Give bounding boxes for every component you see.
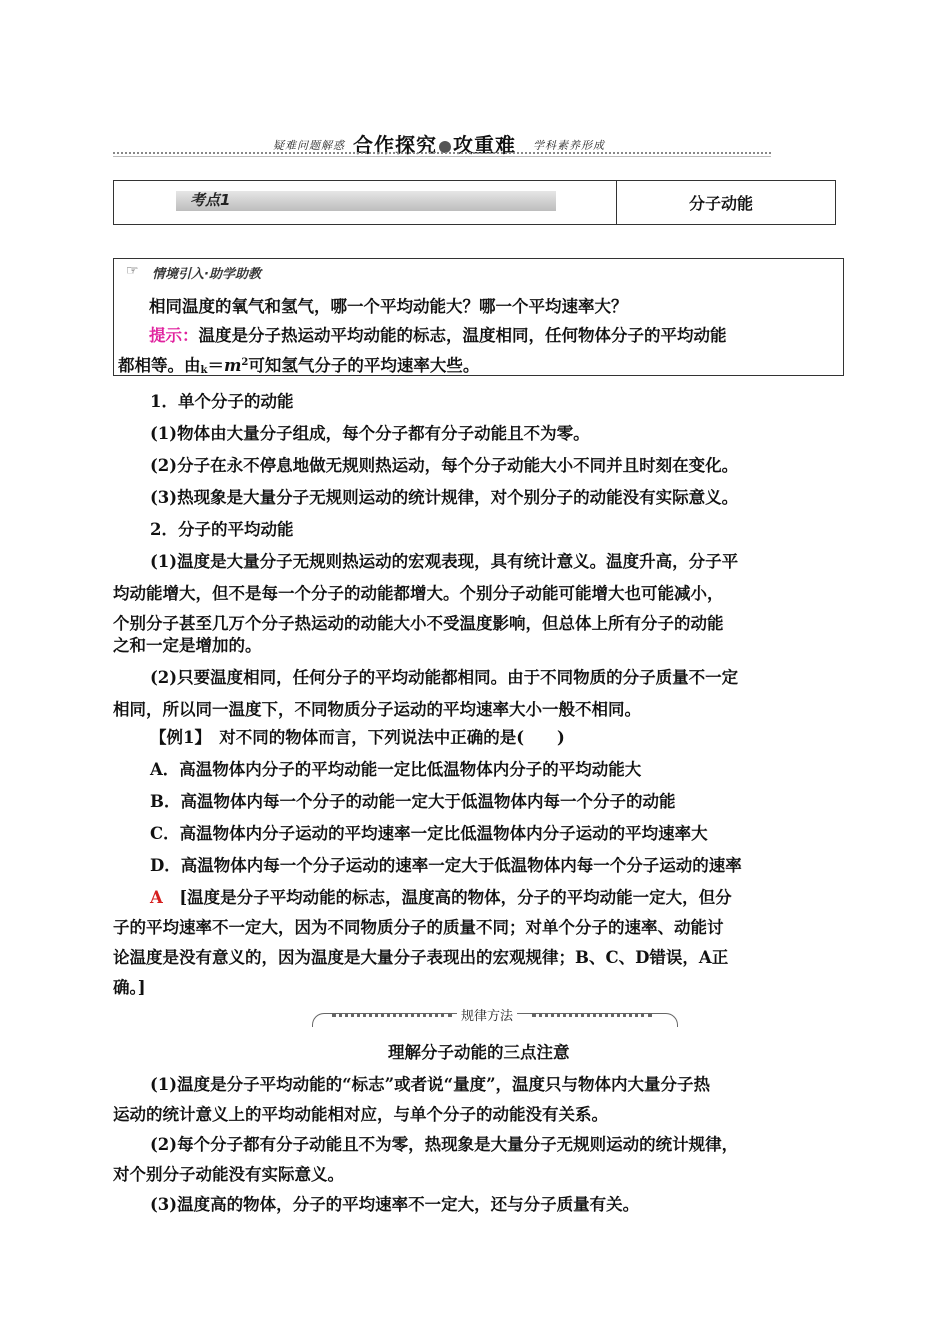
topic-tag: 考点1: [190, 191, 231, 209]
banner-rule: [113, 156, 771, 157]
example-option-c: C．高温物体内分子运动的平均速率一定比低温物体内分子运动的平均速率大: [150, 824, 708, 843]
method-para-line: (1)温度是分子平均动能的“标志”或者说“量度”，温度只与物体内大量分子热: [150, 1075, 711, 1094]
section2-p1-line: 个别分子甚至几万个分子热运动的动能大小不受温度影响，但总体上所有分子的动能: [113, 614, 724, 633]
hint-m: m: [223, 356, 242, 375]
hint-subscript: k: [200, 365, 208, 376]
banner-dotted-rule: [113, 152, 771, 154]
method-divider: [312, 1005, 678, 1029]
topic-tag-bar: [176, 191, 556, 211]
method-para-line: 对个别分子动能没有实际意义。: [113, 1165, 344, 1184]
section2-p1-line: 之和一定是增加的。: [113, 636, 262, 655]
context-hint-line1: [149, 322, 727, 346]
example-explanation-line: 子的平均速率不一定大，因为不同物质分子的质量不同；对单个分子的速率、动能讨: [113, 918, 724, 937]
example-stem-line: [150, 724, 565, 748]
method-dots-left: [332, 1014, 452, 1017]
banner-left-text: 疑难问题解惑: [273, 139, 345, 152]
hint-text-2b: 可知氢气分子的平均速率大些。: [248, 356, 480, 375]
topic-divider: [616, 181, 617, 224]
section1-item: (1)物体由大量分子组成，每个分子都有分子动能且不为零。: [150, 424, 590, 443]
section1-item: (2)分子在永不停息地做无规则热运动，每个分子动能大小不同并且时刻在变化。: [150, 456, 739, 475]
example-explanation-line: [150, 884, 732, 908]
example-stem: 对不同的物体而言，下列说法中正确的是( ): [219, 728, 565, 747]
method-para-line: (2)每个分子都有分子动能且不为零，热现象是大量分子无规则运动的统计规律，: [150, 1135, 739, 1154]
banner-title-b: 攻重难: [453, 133, 516, 157]
hint-label: 提示：: [149, 326, 199, 345]
example-explanation-line: 确。]: [113, 978, 146, 997]
example-option-d: D．高温物体内每一个分子运动的速率一定大于低温物体内每一个分子运动的速率: [150, 856, 742, 875]
pointing-hand-icon: ☞: [126, 263, 139, 279]
method-title: 理解分子动能的三点注意: [388, 1043, 570, 1062]
context-header: 情境引入·助学助教: [152, 267, 261, 282]
section2-p2-line: (2)只要温度相同，任何分子的平均动能都相同。由于不同物质的分子质量不一定: [150, 668, 739, 687]
example-explanation-text: [温度是分子平均动能的标志，温度高的物体，分子的平均动能一定大，但分: [179, 888, 732, 907]
section2-p2-line: 相同，所以同一温度下，不同物质分子运动的平均速率大小一般不相同。: [113, 700, 641, 719]
section2-heading: 2．分子的平均动能: [150, 520, 294, 539]
example-explanation-line: 论温度是没有意义的，因为温度是大量分子表现出的宏观规律；B、C、D错误，A正: [113, 948, 729, 967]
banner-title-a: 合作探究: [353, 133, 437, 157]
method-para-line: (3)温度高的物体，分子的平均速率不一定大，还与分子质量有关。: [150, 1195, 640, 1214]
hint-superscript: 2: [241, 357, 249, 368]
topic-title: 分子动能: [689, 194, 754, 213]
section1-heading: 1．单个分子的动能: [150, 392, 294, 411]
context-hint-line2: [118, 352, 479, 376]
section-banner: [113, 128, 771, 158]
method-label: 规律方法: [457, 1005, 517, 1024]
method-dots-right: [532, 1014, 652, 1017]
hint-equals: ＝: [207, 356, 224, 375]
topic-header: [113, 180, 836, 225]
example-answer: A: [150, 888, 163, 907]
banner-separator-icon: [439, 141, 451, 153]
hint-text-2a: 都相等。由: [118, 356, 201, 375]
banner-right-text: 学科素养形成: [533, 139, 605, 152]
example-label: 【例1】: [150, 728, 203, 747]
context-box: [113, 258, 844, 376]
example-option-a: A．高温物体内分子的平均动能一定比低温物体内分子的平均动能大: [150, 760, 642, 779]
hint-text-1: 温度是分子热运动平均动能的标志，温度相同，任何物体分子的平均动能: [198, 326, 727, 345]
section2-p1-line: 均动能增大，但不是每一个分子的动能都增大。个别分子动能可能增大也可能减小，: [113, 584, 724, 603]
method-para-line: 运动的统计意义上的平均动能相对应，与单个分子的动能没有关系。: [113, 1105, 608, 1124]
section2-p1-line: (1)温度是大量分子无规则热运动的宏观表现，具有统计意义。温度升高，分子平: [150, 552, 739, 571]
context-question: 相同温度的氧气和氢气，哪一个平均动能大？哪一个平均速率大？: [149, 297, 628, 316]
example-option-b: B．高温物体内每一个分子的动能一定大于低温物体内每一个分子的动能: [150, 792, 676, 811]
section1-item: (3)热现象是大量分子无规则运动的统计规律，对个别分子的动能没有实际意义。: [150, 488, 739, 507]
